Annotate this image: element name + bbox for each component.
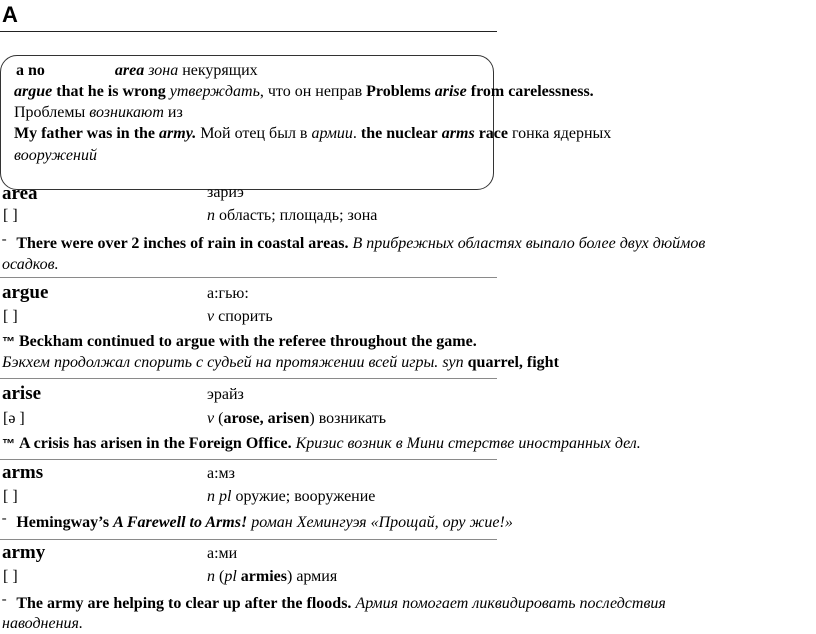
example-mark-arise: ™ (2, 436, 15, 451)
box-l3-b: возникают (89, 104, 164, 121)
box-l1-c: зона (148, 62, 179, 79)
pos-area: n (207, 207, 215, 224)
box-l4-e: . (352, 125, 357, 142)
bracket-army: [ ] (3, 568, 18, 585)
pos-arms: n pl (207, 488, 232, 505)
forms-arise: arose, arisen (223, 410, 310, 427)
pron-army: а:ми (207, 545, 238, 562)
example-ru-area-2: осадков. (2, 256, 59, 273)
tr-area: область; площадь; зона (219, 207, 378, 224)
top-divider (0, 31, 497, 32)
box-l3-a: Проблемы (14, 104, 86, 121)
tr-arise: возникать (318, 410, 387, 427)
pl-open-army: ( (219, 568, 225, 585)
pl-close-army: ) (286, 568, 293, 585)
trans-army (207, 568, 337, 586)
box-line-2 (14, 83, 594, 101)
pos-arise: v (207, 410, 215, 427)
example-ru-area: В прибрежных областях выпало более двух дюймов (352, 235, 706, 252)
example-army (2, 595, 666, 613)
box-line-3 (14, 104, 183, 122)
example-en-area: There were over 2 inches of rain in coastal areas. (16, 235, 349, 252)
box-l4-i: гонка ядерных (512, 125, 612, 142)
divider-area (0, 277, 497, 278)
bracket-arise: [ə ] (3, 410, 25, 427)
box-l4-g: arms (441, 125, 475, 142)
trans-arms (207, 488, 375, 506)
headword-army: army (2, 542, 46, 563)
example-en-arms-2: A Farewell to Arms! (113, 514, 248, 531)
divider-arms (0, 539, 497, 540)
divider-arise (0, 459, 497, 460)
tr-army: армия (296, 568, 338, 585)
box-l4-f: the nuclear (360, 125, 438, 142)
box-l4-c: Мой отец был в (200, 125, 308, 142)
example-area (2, 235, 705, 253)
pl-word-army: armies (240, 568, 287, 585)
headword-area: area (2, 183, 38, 204)
example-ru-army-2: наводнения. (2, 615, 83, 632)
bracket-arms: [ ] (3, 488, 18, 505)
example-en-arms-1: Hemingway’s (16, 514, 110, 531)
trans-area (207, 207, 377, 225)
box-l4-b: army. (159, 125, 197, 142)
example-ru-arms: роман Хемингуэя «Прощай, ору жие!» (251, 514, 513, 531)
box-l3-c: из (167, 104, 183, 121)
box-l1-d: некурящих (182, 62, 258, 79)
bracket-argue: [ ] (3, 308, 18, 325)
box-l4-h: race (478, 125, 508, 142)
box-line-1 (16, 62, 258, 80)
example-en-arise: A crisis has arisen in the Foreign Office. (19, 435, 292, 452)
example-ru-argue: Бэкхем продолжал спорить с судьей на протяжении всей игры. (2, 354, 439, 371)
forms-close-arise: ) (309, 410, 315, 427)
example-ru-argue-line (2, 354, 559, 372)
pron-argue: а:гью: (207, 285, 249, 302)
divider-argue (0, 378, 497, 379)
example-arise (2, 435, 641, 453)
trans-argue (207, 308, 273, 326)
pos-argue: v (207, 308, 215, 325)
syn-words-argue: quarrel, fight (467, 354, 559, 371)
box-l2-c: утверждать (169, 83, 260, 100)
section-letter: А (2, 2, 18, 27)
example-mark-arms: ˉ (2, 515, 7, 530)
tr-argue: спорить (218, 308, 273, 325)
box-l2-g: from carelessness. (470, 83, 594, 100)
example-arms (2, 514, 513, 532)
bracket-area: [ ] (3, 207, 18, 224)
forms-open-arise: ( (218, 410, 224, 427)
pl-army: pl (224, 568, 237, 585)
example-en-argue: Beckham continued to argue with the referee throughout the game. (19, 333, 477, 350)
box-l2-a: argue (14, 83, 53, 100)
example-mark-area: ˉ (2, 236, 7, 251)
headword-arms: arms (2, 462, 44, 483)
box-l4-d: армии (311, 125, 353, 142)
headword-arise: arise (2, 383, 42, 404)
example-ru-army: Армия помогает ликвидировать последствия (355, 595, 666, 612)
syn-label-argue: syn (442, 354, 464, 371)
example-en-army: The army are helping to clear up after the floods. (16, 595, 352, 612)
box-line-5: вооружений (14, 147, 97, 164)
example-mark-argue: ™ (2, 334, 15, 349)
tr-arms: оружие; вооружение (235, 488, 376, 505)
box-l1-a: a no (16, 62, 45, 79)
example-argue (2, 333, 477, 351)
example-ru-arise: Кризис возник в Мини стерстве иностранных дел. (295, 435, 641, 452)
box-l2-b: that he is wrong (56, 83, 166, 100)
box-l4-a: My father was in the (14, 125, 156, 142)
box-l2-e: Problems (366, 83, 431, 100)
box-l2-d: , что он неправ (259, 83, 363, 100)
pron-arise: эрайз (207, 386, 244, 403)
pron-area: зариэ (207, 184, 244, 201)
box-line-4 (14, 125, 611, 143)
example-mark-army: ˉ (2, 596, 7, 611)
trans-arise (207, 410, 386, 428)
headword-argue: argue (2, 282, 49, 303)
box-l1-b: area (114, 62, 145, 79)
box-l2-f: arise (434, 83, 467, 100)
pron-arms: а:мз (207, 465, 235, 482)
pos-army: n (207, 568, 215, 585)
